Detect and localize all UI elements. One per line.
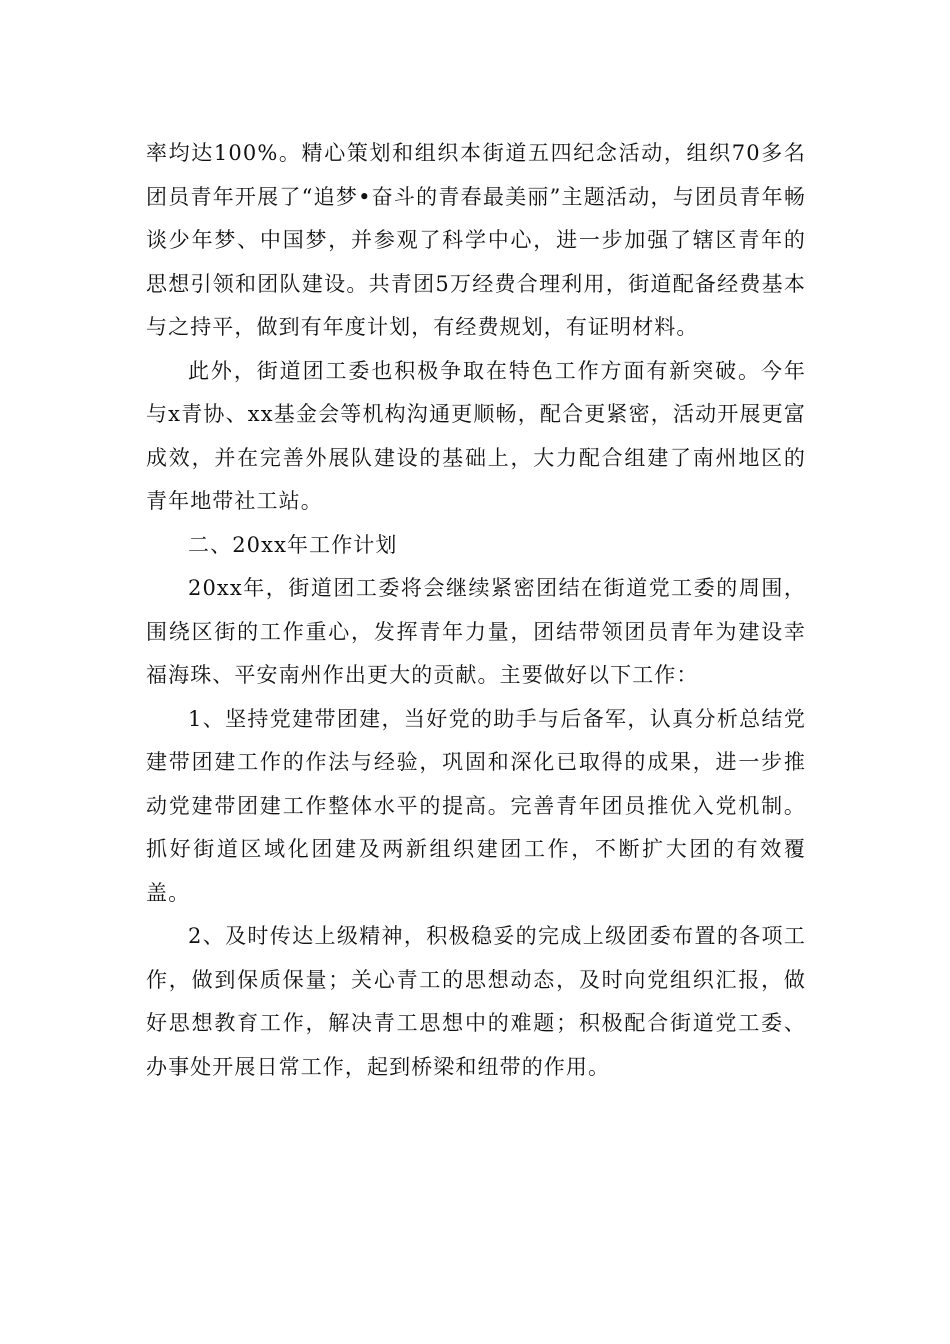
document-body xyxy=(146,132,806,1089)
paragraph-plan-item-2: 2、及时传达上级精神，积极稳妥的完成上级团委布置的各项工作，做到保质保量；关心青工的思想动态，及时向党组织汇报，做好思想教育工作，解决青工思想中的难题；积极配合街道党工委、办事处开展日常工作，起到桥梁和纽带的作用。 xyxy=(146,924,806,1079)
paragraph-special-work: 此外，街道团工委也积极争取在特色工作方面有新突破。今年与x青协、xx基金会等机构沟通更顺畅，配合更紧密，活动开展更富成效，并在完善外展队建设的基础上，大力配合组建了南州地区的青年地带社工站。 xyxy=(146,358,806,513)
section-heading-work-plan: 二、20xx年工作计划 xyxy=(188,532,398,557)
paragraph-plan-item-1: 1、坚持党建带团建，当好党的助手与后备军，认真分析总结党建带团建工作的作法与经验，巩固和深化已取得的成果，进一步推动党建带团建工作整体水平的提高。完善青年团员推优入党机制。抓好街道区域化团建及两新组织建团工作，不断扩大团的有效覆盖。 xyxy=(146,706,806,905)
paragraph-plan-intro: 20xx年，街道团工委将会继续紧密团结在街道党工委的周围，围绕区街的工作重心，发挥青年力量，团结带领团员青年为建设幸福海珠、平安南州作出更大的贡献。主要做好以下工作： xyxy=(146,576,806,687)
paragraph-continuation: 率均达100%。精心策划和组织本街道五四纪念活动，组织70多名团员青年开展了“追梦•奋斗的青春最美丽”主题活动，与团员青年畅谈少年梦、中国梦，并参观了科学中心，进一步加强了辖区青年的思想引领和团队建设。共青团5万经费合理利用，街道配备经费基本与之持平，做到有年度计划，有经费规划，有证明材料。 xyxy=(146,141,806,339)
